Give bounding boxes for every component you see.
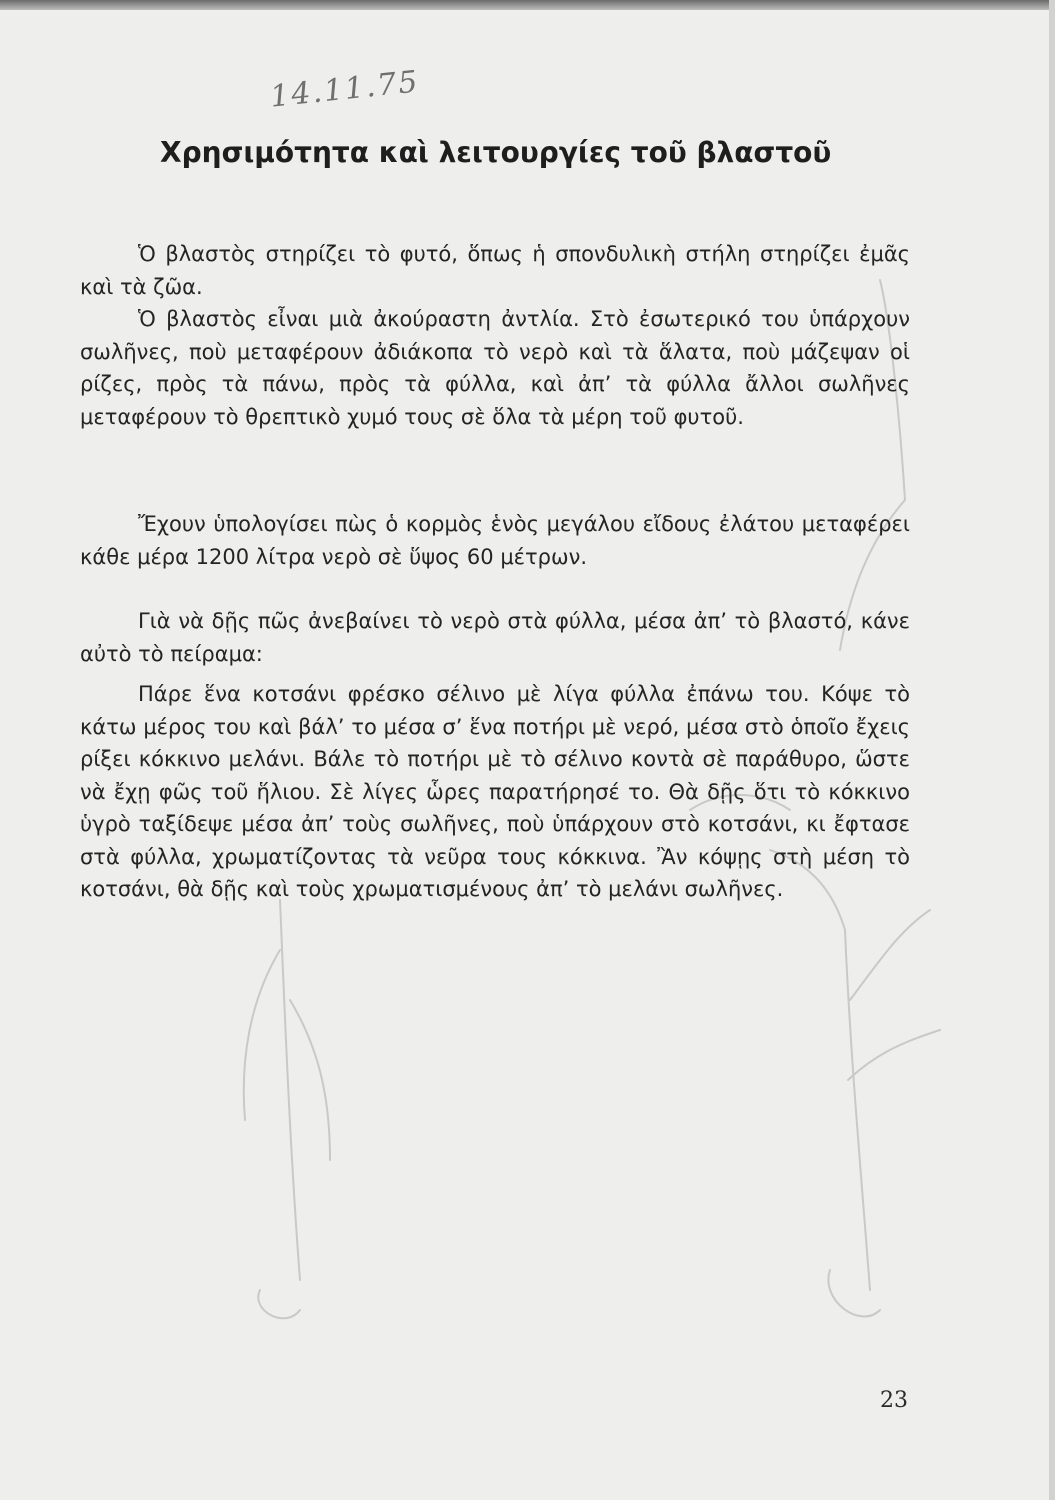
page-title: Χρησιμότητα καὶ λειτουργίες τοῦ βλαστοῦ [160,136,832,169]
page-number: 23 [880,1388,908,1413]
paragraph-experiment-steps: Πάρε ἕνα κοτσάνι φρέσκο σέλινο μὲ λίγα φύλλα ἐπάνω του. Κόψε τὸ κάτω μέρος του καὶ βάλ’ το μέσα σ’ ἕνα ποτήρι μὲ νερό, μέσα στὸ ὁποῖο ἔχεις ρίξει κόκκινο μελάνι. Βάλε τὸ ποτήρι μὲ τὸ σέλινο κοντὰ σὲ παράθυρο, ὥστε νὰ ἔχῃ φῶς τοῦ ἥλιου. Σὲ λίγες ὧρες παρατήρησέ το. Θὰ δῇς ὅτι τὸ κόκκινο ὑγρὸ ταξίδεψε μέσα ἀπ’ τοὺς σωλῆνες, ποὺ ὑπάρχουν στὸ κοτσάνι, κι ἔφτασε στὰ φύλλα, χρωματίζοντας τὰ νεῦρα τους κόκκινα. Ἂν κόψῃς στὴ μέση τὸ κοτσάνι, θὰ δῇς καὶ τοὺς χρωματισμένους ἀπ’ τὸ μελάνι σωλῆνες. [80,682,910,901]
scan-top-edge [0,0,1055,10]
paragraph-pump: Ὁ βλαστὸς εἶναι μιὰ ἀκούραστη ἀντλία. Στὸ ἐσωτερικό του ὑπάρχουν σωλῆνες, ποὺ μεταφέρουν ἀδιάκοπα τὸ νερὸ καὶ τὰ ἅλατα, ποὺ μάζεψαν οἱ ρίζες, πρὸς τὰ πάνω, πρὸς τὰ φύλλα, καὶ ἀπ’ τὰ φύλλα ἄλλοι σωλῆνες μεταφέρουν τὸ θρεπτικὸ χυμό τους σὲ ὅλα τὰ μέρη τοῦ φυτοῦ. [80,307,910,429]
scan-right-edge [1049,0,1055,1500]
paragraph-support: Ὁ βλαστὸς στηρίζει τὸ φυτό, ὅπως ἡ σπονδυλικὴ στήλη στηρίζει ἐμᾶς καὶ τὰ ζῶα. [80,242,910,299]
handwritten-note: 14.11.75 [268,64,422,115]
paragraph-experiment-intro: Γιὰ νὰ δῇς πῶς ἀνεβαίνει τὸ νερὸ στὰ φύλλα, μέσα ἀπ’ τὸ βλαστό, κάνε αὐτὸ τὸ πείραμα: [80,609,910,666]
paragraph-fir-tree: Ἔχουν ὑπολογίσει πὼς ὁ κορμὸς ἑνὸς μεγάλου εἴδους ἐλάτου μεταφέρει κάθε μέρα 1200 λίτρα νερὸ σὲ ὕψος 60 μέτρων. [80,512,910,569]
